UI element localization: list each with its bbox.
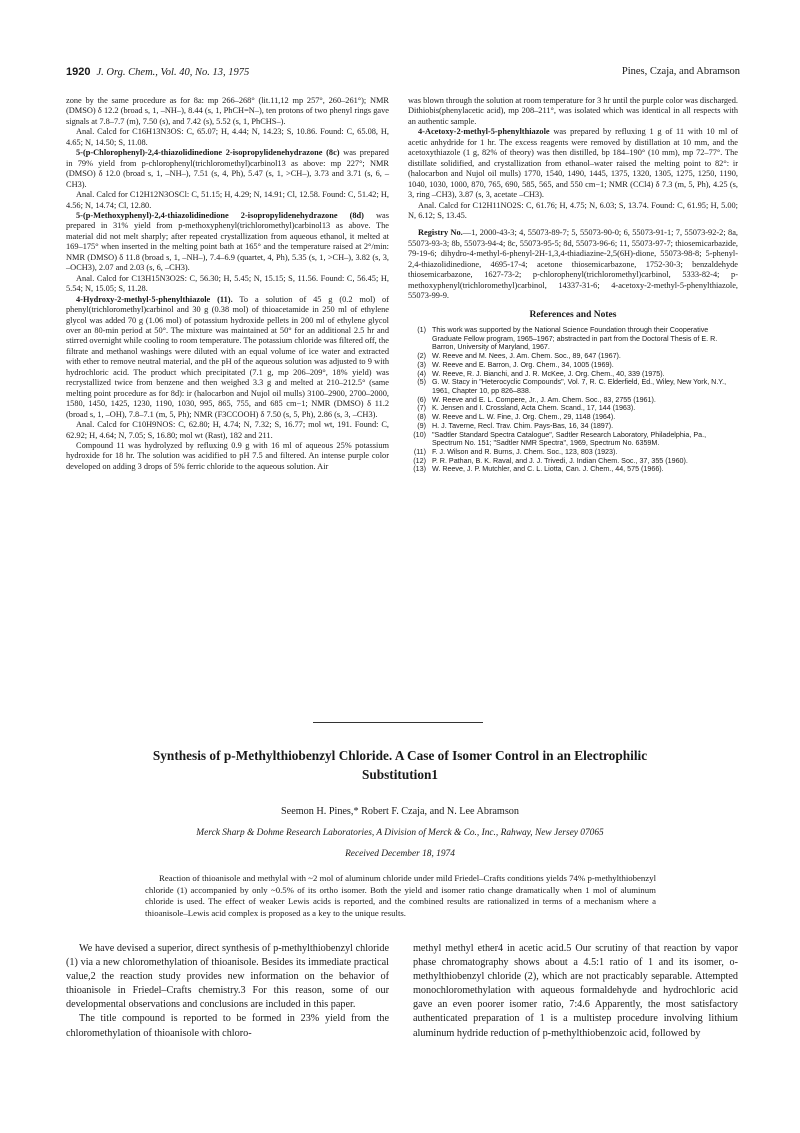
paragraph: Anal. Calcd for C13H15N3O2S: C, 56.30; H, 5.45; N, 15.15; S, 11.56. Found: C, 56.45; H, 5.54; N, 15.05; S, 11.28.: [66, 273, 389, 294]
paragraph: was blown through the solution at room temperature for 3 hr until the purple color was discharged. Dithiobis(phenylacetic acid), mp 208–211°, was isolated which was identical in all respects with an authentic sample.: [408, 96, 738, 126]
paragraph: 4-Acetoxy-2-methyl-5-phenylthiazole was prepared by refluxing 1 g of 11 with 10 ml of acetic anhydride for 1 hr. The excess reagents were removed by distillation at 10 mm, and the acetoxythiazole (1 g, 82% of theory) was then distilled, bp 184–190° (10 mm), mp 72–77°. The distillate solidified, and crystallization from ethanol–water raised the melting point to 82°: ir (halocarbon and Nujol oil mulls) 1770, 1540, 1490, 1445, 1375, 1320, 1305, 1275, 1250, 1190, 1040, 1030, 1000, 870, 765, 690, 585, 565, and 550 cm−1; NMR (CCl4) δ 7.3 (m, 5, Ph), 4.25 (s, 3, ring –CH3), 3.87 (s, 3, acetate –CH3).: [408, 127, 738, 200]
paragraph: Anal. Calcd for C16H13N3OS: C, 65.07; H, 4.44; N, 14.23; S, 10.86. Found: C, 65.08, H, 4.65; N, 14.50; S, 11.08.: [66, 127, 389, 147]
received-date: Received December 18, 1974: [345, 849, 455, 859]
article-authors: Seemon H. Pines,* Robert F. Czaja, and N. Lee Abramson: [281, 806, 519, 817]
reference-item: [408, 326, 738, 352]
section-divider: [313, 722, 483, 723]
header-left: [66, 66, 249, 78]
reference-item: [408, 352, 738, 361]
header-authors: Pines, Czaja, and Abramson: [621, 66, 740, 77]
paragraph: 5-(p-Methoxyphenyl)-2,4-thiazolidinedione 2-isopropylidenehydrazone (8d) was prepared in 31% yield from p-methoxyphenyl(trichloromethyl)carbinol13 as above. The material did not melt sharply; after repeated crystallization from aqueous ethanol, it melted at 169–175° when inserted in the melting point bath at 165° and the temperature raised at 2°/min: NMR (DMSO) δ 11.8 (broad s, 1, –NH–), 7.4–6.9 (quartet, 4, Ph), 5.35 (s, 1, >CH–), 3.82 (s, 3, –OCH3), 2.07 and 2.03 (s, 6, –CH3).: [66, 210, 390, 273]
reference-number: (9): [417, 421, 426, 430]
article-body-left: [66, 942, 389, 1041]
paragraph: Anal. Calcd for C12H12N3OSCl: C, 51.15; H, 4.29; N, 14.91; Cl, 12.58. Found: C, 51.42; H, 4.56; N, 14.74; Cl, 12.80.: [66, 190, 389, 210]
reference-number: (2): [417, 352, 426, 361]
reference-number: (12): [413, 456, 426, 465]
page-number: 1920: [66, 66, 91, 78]
article-affiliation: Merck Sharp & Dohme Research Laboratories, A Division of Merck & Co., Inc., Rahway, New Jersey 07065: [196, 828, 604, 838]
reference-text: W. Reeve, R. J. Bianchi, and J. R. McKee, J. Org. Chem., 40, 339 (1975).: [432, 369, 665, 378]
journal-citation: J. Org. Chem., Vol. 40, No. 13, 1975: [96, 67, 250, 78]
paragraph: Compound 11 was hydrolyzed by refluxing 0.9 g with 16 ml of aqueous 25% potassium hydroxide for 18 hr. The solution was acidified to pH 7.5 and filtered. An intense purple color developed on adding 3 drops of 5% ferric chloride to the aqueous solution. Air: [66, 440, 389, 471]
reference-item: [408, 431, 738, 448]
reference-number: (6): [417, 395, 426, 404]
reference-item: [408, 378, 738, 395]
reference-number: (10): [413, 430, 426, 439]
paragraph: We have devised a superior, direct synthesis of p-methylthiobenzyl chloride (1) via a new chloromethylation of thioanisole. Besides its immediate practical value,2 the reaction study provides new information on the behavior of thioanisole in Friedel–Crafts chemistry.3 For this reason, some of our developmental observations and conclusions are included in this paper.: [66, 943, 389, 1011]
article-title: Synthesis of p-Methylthiobenzyl Chloride. A Case of Isomer Control in an Electrophilic Substitution1: [152, 748, 648, 782]
reference-number: (11): [413, 447, 426, 456]
paragraph: 5-(p-Chlorophenyl)-2,4-thiazolidinedione 2-isopropylidenehydrazone (8c) was prepared in 79% yield from p-chlorophenyl(trichloromethyl)carbinol13 as above: mp 227°; NMR (DMSO) δ 12.0 (broad s, 1, –NH–), 7.51 (s, 4, Ph), 5.47 (s, 1, >CH–), 3.73 and 3.71 (s, 6, –CH3).: [66, 148, 389, 189]
reference-text: P. R. Pathan, B. K. Raval, and J. J. Trivedi, J. Indian Chem. Soc., 37, 355 (1960).: [432, 456, 688, 465]
abstract: [145, 873, 656, 920]
paragraph: zone by the same procedure as for 8a: mp 266–268° (lit.11,12 mp 257°, 260–261°); NMR (DMSO) δ 12.2 (broad s, 1, –NH–), 8.44 (s, 1, PhCH=N–), ten protons of two phenyl rings gave signals at 7.8–7.7 (m), 7.50 (s), and 7.42 (s), 5.52 (s, 1, PhCHS–).: [66, 96, 389, 126]
reference-text: W. Reeve and E. Barron, J. Org. Chem., 34, 1005 (1969).: [432, 360, 614, 369]
reference-number: (13): [413, 465, 426, 474]
reference-text: H. J. Taverne, Recl. Trav. Chim. Pays-Bas, 16, 34 (1897).: [432, 421, 614, 430]
left-column: [66, 96, 389, 472]
paragraph: Anal. Calcd for C12H11NO2S: C, 61.76; H, 4.75; N, 6.03; S, 13.74. Found: C, 61.95; H, 5.00; N, 6.12; S, 13.45.: [408, 200, 738, 220]
reference-text: W. Reeve and L. W. Fine, J. Org. Chem., 29, 1148 (1964).: [432, 413, 616, 422]
reference-text: This work was supported by the National Science Foundation through their Cooperative Graduate Fellow program, 1965–1967; abstracted in part from the Doctoral Thesis of E. R. Barron, University of Maryland, 1967.: [432, 326, 718, 352]
reference-text: G. W. Stacy in "Heterocyclic Compounds", Vol. 7, R. C. Elderfield, Ed., Wiley, New York, N.Y., 1961, Chapter 10, pp 826–838.: [432, 378, 727, 395]
article-body-right: [413, 942, 738, 1041]
reference-number: (5): [417, 378, 426, 387]
reference-number: (4): [417, 369, 426, 378]
abstract-text: Reaction of thioanisole and methylal with ~2 mol of aluminum chloride under mild Friedel–Crafts conditions yields 74% p-methylthiobenzyl chloride (1) accompanied by only ~0.5% of its ortho isomer. Both the yield and isomer ratio change dramatically when 1 mol of aluminum chloride is used. The effect of weaker Lewis acids is reported, and the combined results are rationalized in terms of a mechanism where a thioanisole–Lewis acid complex is proposed as a key to the unique results.: [145, 873, 656, 919]
paragraph: methyl methyl ether4 in acetic acid.5 Our scrutiny of that reaction by vapor phase chromatography shows about a 4.5:1 ratio of 1 and its isomer, o-methylthiobenzyl chloride (2), which are not practicably separable. Attempted monochloromethylation with aqueous formaldehyde and hydrochloric acid gave an even poorer isomer ratio, 7:4.6 Apparently, the most satisfactory authenticated preparation of 1 is a multistep procedure involving lithium aluminum hydride reduction of p-methylthiobenzoic acid, followed by: [413, 943, 738, 1039]
reference-text: K. Jensen and I. Crossland, Acta Chem. Scand., 17, 144 (1963).: [432, 404, 636, 413]
reference-text: W. Reeve and E. L. Compere, Jr., J. Am. Chem. Soc., 83, 2755 (1961).: [432, 395, 656, 404]
right-column: [408, 96, 738, 474]
reference-item: [408, 404, 738, 413]
references-list: [408, 326, 738, 474]
reference-number: (1): [417, 326, 426, 335]
references-heading: References and Notes: [529, 309, 617, 320]
registry-numbers: Registry No.—1, 2000-43-3; 4, 55073-89-7; 5, 55073-90-0; 6, 55073-91-1; 7, 55073-92-2; 8a, 55073-93-3; 8b, 55073-94-4; 8c, 55073-95-5; 8d, 55073-96-6; 11, 55073-97-7; thiosemicarbazide, 79-19-6; dihydro-4-methyl-6-phenyl-2H-1,3,4-thiadiazine-2,5(6H)-dione, 55073-98-8; 5-phenyl-2,4-thiazolidinedione, 4695-17-4; acetone thiosemicarbazone, 1752-30-3; benzaldehyde thiosemicarbazone, 1627-73-2; p-chlorophenyl(trichloromethyl)carbinol, 5333-82-4; p-methoxyphenyl(trichloromethyl)carbinol, 14337-31-6; 4-acetoxy-2-methyl-5-phenylthiazole, 55073-99-9.: [408, 228, 738, 301]
reference-item: [408, 422, 738, 431]
reference-number: (7): [417, 404, 426, 413]
reference-text: W. Reeve, J. P. Mutchler, and C. L. Liotta, Can. J. Chem., 44, 575 (1966).: [432, 465, 664, 474]
reference-number: (8): [417, 413, 426, 422]
reference-text: W. Reeve and M. Nees, J. Am. Chem. Soc., 89, 647 (1967).: [432, 352, 621, 361]
reference-item: [408, 396, 738, 405]
reference-item: [408, 370, 738, 379]
reference-number: (3): [417, 360, 426, 369]
paragraph: Anal. Calcd for C10H9NOS: C, 62.80; H, 4.74; N, 7.32; S, 16.77; mol wt, 191. Found: C, 62.92; H, 4.64; N, 7.05; S, 16.80; mol wt (Rast), 182 and 211.: [66, 420, 389, 440]
reference-text: "Sadtler Standard Spectra Catalogue", Sadtler Research Laboratory, Philadelphia, Pa., Spectrum No. 151; "Sadtler NMR Spectra", 1969, Spectrum No. 6359M.: [432, 430, 707, 448]
reference-item: [408, 361, 738, 370]
paragraph: 4-Hydroxy-2-methyl-5-phenylthiazole (11). To a solution of 45 g (0.2 mol) of phenyl(trichloromethyl)carbinol and 30 g (0.38 mol) of thioacetamide in 250 ml of ethylene glycol was added 70 g (1.06 mol) of potassium hydroxide pellets in 200 ml of ethylene glycol over an 80-min period at 50°. The mixture was maintained at 50° for an additional 2.5 hr and stirred overnight while cooling to room temperature. The potassium chloride was filtered off, the filtrate and methanol washings were diluted with an equal volume of ice water and extracted with ether to remove neutral material, and the pH of the aqueous solution was adjusted to 9 with hydrochloric acid. The product which precipitated (7.1 g, mp 206–209°, 18% yield) was recrystallized twice from benzene and then weighed 3.3 g and melted at 210–212.5° (same melting point procedure as for 8d): ir (halocarbon and Nujol oil mulls) 3100–2900, 2700–2000, 1580, 1450, 1425, 1230, 1190, 1030, 995, 865, 755, and 685 cm−1; NMR (DMSO) δ 11.2 (broad s, 1, –OH), 7.8–7.1 (m, 5, Ph); NMR (F3CCOOH) δ 7.50 (s, 5, Ph), 2.86 (s, 3, –CH3).: [66, 294, 390, 419]
reference-item: [408, 448, 738, 457]
reference-item: [408, 465, 738, 474]
reference-item: [408, 457, 738, 466]
reference-text: F. J. Wilson and R. Burns, J. Chem. Soc., 123, 803 (1923).: [432, 447, 618, 456]
paragraph: The title compound is reported to be formed in 23% yield from the chloromethylation of thioanisole with chloro-: [66, 1013, 389, 1039]
reference-item: [408, 413, 738, 422]
